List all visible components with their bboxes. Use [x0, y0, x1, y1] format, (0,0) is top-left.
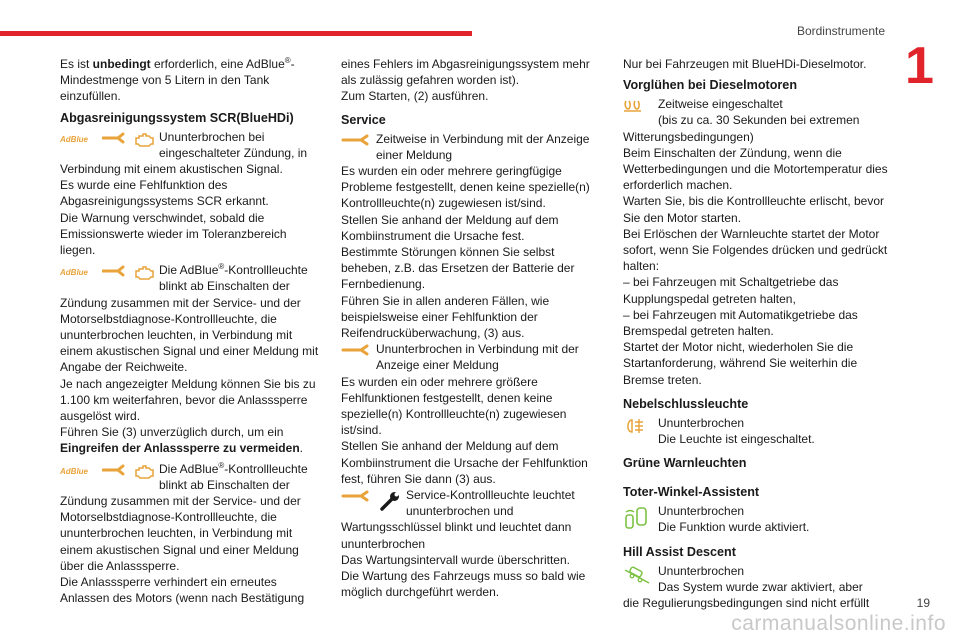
glow-heading: Vorglühen bei Dieselmotoren [623, 78, 798, 93]
adblue-icon: AdBlue [60, 134, 88, 144]
service-1-body: Es wurden ein oder mehrere geringfügige Probleme festgestellt, denen keine spezielle(n) Kontrollleuchte(n) zugewiesen ist/sind. Stellen Sie anhand der Meldung auf dem Kombiinstrument die Ursache fest. Bestimmte Störungen können Sie selbst beheben, z.B. das Ersetzen der Batterie der Fernbedienung. Führen Sie in allen anderen Fällen, wie beispielsweise einer Fehlfunktion der Reifendrucküberwachung, (3) aus. [341, 164, 590, 341]
scr-2-body: Zündung zusammen mit der Service- und der Motorselbstdiagnose-Kontrollleuchte, die ununterbrochen leuchten, in Verbindung mit einem akustischen Signal und einer Meldung mit Angabe der Reichweite. Je nach angezeigter Meldung können Sie bis zu 1.100 km weiterfahren, bevor die Anlasssperre ausgelöst wird. Führen Sie (3) unverzüglich durch, um ein Eingreifen der Anlasssperre zu vermeiden. [60, 295, 319, 456]
scr-3-body: Zündung zusammen mit der Service- und der Motorselbstdiagnose-Kontrollleuchte, die ununterbrochen leuchten, in Verbindung mit einem akustischen Signal und einer Meldung über die Anlasssperre. Die Anlasssperre verhindert ein erneutes Anlassen des Motors (wenn nach Bestätigung [60, 494, 305, 606]
indicator-service-1: Zeitweise in Verbindung mit der Anzeige einer Meldung [341, 131, 599, 163]
column-2-continuation: eines Fehlers im Abgasreinigungssystem mehr als zulässig gefahren worden ist). Zum Starten, (2) ausführen. [341, 57, 590, 104]
indicator-fog: Ununterbrochen Die Leuchte ist eingeschaltet. [623, 415, 888, 447]
bluehdi-note: Nur bei Fahrzeugen mit BlueHDi-Dieselmotor. [623, 57, 867, 71]
indicator-blind-spot: Ununterbrochen Die Funktion wurde aktiviert. [623, 503, 888, 535]
indicator-hill-assist: Ununterbrochen Das System wurde zwar aktiviert, aber [623, 563, 888, 595]
indicator-scr-3: AdBlue Die AdBlue®-Kontrollleuchte blinkt ab Einschalten der [60, 460, 308, 492]
wrench-icon [341, 490, 371, 502]
service-2-body: Es wurden ein oder mehrere größere Fehlfunktionen festgestellt, denen keine spezielle(n) Kontrollleuchte(n) zugewiesen ist/sind. Stellen Sie anhand der Meldung auf dem Kombiinstrument die Ursache der Fehlfunktion fest, führen Sie dann (3) aus. [341, 374, 588, 486]
wrench-icon [341, 344, 371, 356]
scr-1-body: Verbindung mit einem akustischen Signal. Es wurde eine Fehlfunktion des Abgasreinigungssystems SCR erkannt. Die Warnung verschwindet, sobald die Emissionswerte wieder im Toleranzbereich liegen. [60, 162, 287, 258]
indicator-glow-plug: Zeitweise eingeschaltet (bis zu ca. 30 Sekunden bei extremen [623, 96, 888, 128]
rear-fog-light-icon [623, 418, 645, 434]
engine-icon [134, 464, 154, 480]
hill-descent-icon [623, 566, 651, 586]
hill-assist-heading: Hill Assist Descent [623, 544, 736, 559]
column-1 [60, 56, 322, 607]
service-heading: Service [341, 112, 386, 127]
scr-heading: Abgasreinigungssystem SCR(BlueHDi) [60, 110, 294, 125]
page-number: 19 [916, 596, 930, 610]
blind-spot-icon [623, 506, 649, 530]
maintenance-spanner-icon [379, 490, 401, 512]
fog-heading: Nebelschlussleuchte [623, 396, 749, 411]
adblue-icon: AdBlue [60, 466, 88, 476]
column-2 [341, 56, 599, 601]
wrench-icon [341, 134, 371, 146]
indicator-service-3: Service-Kontrollleuchte leuchtet ununterbrochen und [341, 487, 599, 519]
column-3 [623, 56, 888, 611]
engine-icon [134, 265, 154, 281]
hill-assist-body: die Regulierungsbedingungen sind nicht erfüllt [623, 596, 870, 611]
chapter-number: 1 [905, 37, 934, 95]
adblue-icon: AdBlue [60, 268, 88, 278]
header-accent-bar [0, 31, 472, 36]
indicator-scr-1: AdBlue Ununterbrochen bei eingeschalteter Zündung, in [60, 129, 308, 160]
indicator-service-2: Ununterbrochen in Verbindung mit der Anzeige einer Meldung [341, 341, 599, 373]
indicator-scr-2: AdBlue Die AdBlue®-Kontrollleuchte blinkt ab Einschalten der [60, 262, 308, 294]
wrench-icon [102, 464, 126, 476]
watermark: carmanualsonline.info [731, 612, 946, 635]
blind-spot-heading: Toter-Winkel-Assistent [623, 485, 760, 500]
chapter-title: Bordinstrumente [796, 24, 885, 38]
wrench-icon [102, 132, 126, 144]
wrench-icon [102, 265, 126, 277]
adblue-intro: Es ist unbedingt erforderlich, eine AdBlue®-Mindestmenge von 5 Litern in den Tank einzufüllen. [60, 56, 295, 104]
green-heading: Grüne Warnleuchten [623, 456, 747, 471]
glow-body: Witterungsbedingungen) Beim Einschalten der Zündung, wenn die Wetterbedingungen und die Motortemperatur dies erforderlich machen. Warten Sie, bis die Kontrollleuchte erlischt, bevor Sie den Motor starten. Bei Erlöschen der Warnleuchte startet der Motor sofort, wenn Sie Folgendes drücken und gedrückt halten: – bei Fahrzeugen mit Schaltgetriebe das Kupplungspedal getreten halten, – bei Fahrzeugen mit Automatikgetriebe das Bremspedal getreten halten. Startet der Motor nicht, wiederholen Sie die Startanforderung, während Sie weiterhin die Bremse treten. [623, 129, 888, 387]
service-3-body: Wartungsschlüssel blinkt und leuchtet dann ununterbrochen Das Wartungsintervall wurde überschritten. Die Wartung des Fahrzeugs muss so bald wie möglich durchgeführt werden. [341, 520, 586, 600]
engine-icon [134, 132, 154, 148]
glow-plug-icon [623, 99, 643, 113]
